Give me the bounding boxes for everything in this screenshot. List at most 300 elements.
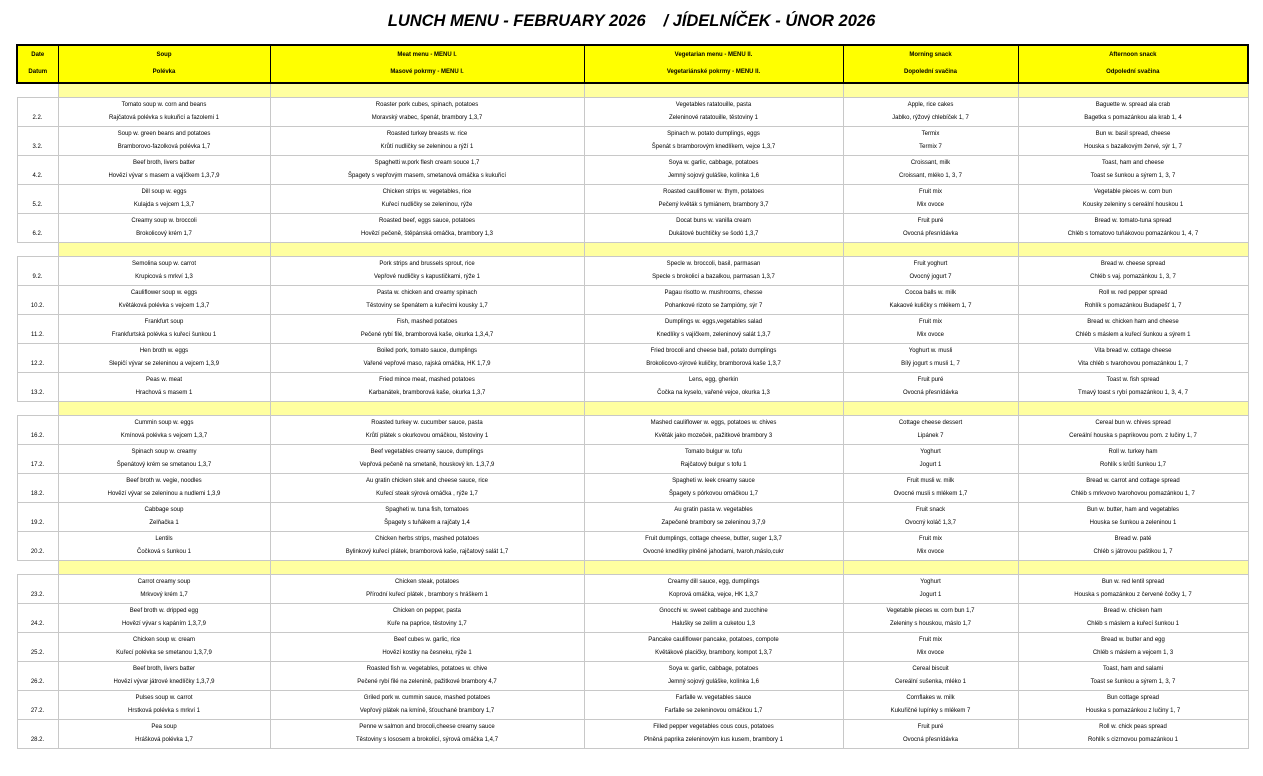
soup-cell	[58, 214, 270, 243]
dish-name-cz: Houska s pomazánkou z lučiny 1, 7	[1085, 708, 1181, 714]
vegetarian-menu-cell	[584, 286, 843, 315]
dish-name-en: Fruit yoghurt	[913, 261, 948, 267]
dish-name-cz: Těstoviny s lososem a brokolicí, sýrová omáčka 1,4,7	[355, 737, 499, 743]
column-header-label-en: Soup	[156, 52, 172, 58]
dish-name-cz: Kulajda s vejcem 1,3,7	[133, 202, 195, 208]
dish-name-cz: Jogurt 1	[919, 592, 942, 598]
dish-name-en: Bread w. tomato-tuna spread	[1094, 218, 1172, 224]
dish-name-en: Tomato soup w. corn and beans	[121, 102, 207, 108]
column-header-label-cz: Polévka	[152, 69, 176, 75]
date-value: 11.2.	[31, 332, 44, 338]
separator-cell	[58, 243, 270, 257]
dish-name-en: Lens, egg, gherkin	[688, 377, 739, 383]
separator-cell	[584, 402, 843, 416]
dish-name-en: Roasted cauliflower w. thym, potatoes	[663, 189, 764, 195]
dish-name-en: Cereal biscuit	[912, 666, 949, 672]
vegetarian-menu-cell	[584, 691, 843, 720]
column-header-label-en: Meat menu - MENU I.	[397, 52, 457, 58]
dish-name-en: Toast, ham and salami	[1102, 666, 1164, 672]
afternoon-snack-cell	[1018, 315, 1248, 344]
dish-name-cz: Krupicová s mrkví 1,3	[135, 274, 193, 280]
afternoon-snack-cell	[1018, 156, 1248, 185]
week-separator	[17, 83, 1248, 98]
dish-name-en: Bun w. butter, ham and vegetables	[1086, 507, 1180, 513]
soup-cell	[58, 720, 270, 749]
dish-name-en: Cabbage soup	[144, 507, 184, 513]
dish-name-en: Fruit puré	[917, 724, 944, 730]
dish-name-en: Griled pork w. cummin sauce, mashed potatoes	[363, 695, 491, 701]
dish-name-en: Bread w. carrot and cottage spread	[1086, 478, 1180, 484]
vegetarian-menu-cell	[584, 503, 843, 532]
dish-name-cz: Čočka na kyselo, vařené vejce, okurka 1,3	[657, 390, 770, 396]
dish-name-en: Baguette w. spread ala crab	[1095, 102, 1171, 108]
dish-name-cz: Cereální sušenka, mléko 1	[894, 679, 967, 685]
meat-menu-cell	[270, 532, 584, 561]
soup-cell	[58, 373, 270, 402]
date-value: 3.2.	[32, 144, 43, 150]
meat-menu-cell	[270, 257, 584, 286]
dish-name-en: Fruit musli w. milk	[906, 478, 955, 484]
dish-name-en: Fruit snack	[915, 507, 946, 513]
table-row	[17, 373, 1248, 402]
dish-name-cz: Přírodní kuřecí plátek , brambory s hráškem 1	[366, 592, 488, 598]
dish-name-cz: Toast se šunkou a sýrem 1, 3, 7	[1090, 679, 1176, 685]
dish-name-cz: Vepřový plátek na kmíně, šťouchané brambory 1,7	[359, 708, 495, 714]
separator-cell	[584, 561, 843, 575]
soup-cell	[58, 98, 270, 127]
date-cell	[17, 474, 58, 503]
column-header-afternoon-snack	[1018, 45, 1248, 83]
dish-name-cz: Cereální houska s paprikovou pom. z lučiny 1, 7	[1069, 433, 1197, 439]
vegetarian-menu-cell	[584, 185, 843, 214]
dish-name-cz: Zelňačka 1	[149, 520, 179, 526]
vegetarian-menu-cell	[584, 98, 843, 127]
dish-name-en: Cocoa balls w. milk	[904, 290, 957, 296]
table-row	[17, 98, 1248, 127]
dish-name-cz: Pečené rybí filé, bramborová kaše, okurka 1,3,4,7	[360, 332, 494, 338]
afternoon-snack-cell	[1018, 98, 1248, 127]
soup-cell	[58, 156, 270, 185]
table-row	[17, 127, 1248, 156]
soup-cell	[58, 445, 270, 474]
column-header-label-en: Date	[31, 52, 45, 58]
dish-name-cz: Hovězí pečeně, štěpánská omáčka, brambory 1,3	[360, 231, 494, 237]
dish-name-cz: Hovězí vývar s masem a vajíčkem 1,3,7,9	[108, 173, 220, 179]
dish-name-cz: Zeleninové ratatouille, těstoviny 1	[668, 115, 759, 121]
meat-menu-cell	[270, 344, 584, 373]
dish-name-cz: Knedlíky s vajíčkem, zeleninový salát 1,3,7	[656, 332, 771, 338]
vegetarian-menu-cell	[584, 257, 843, 286]
date-cell	[17, 127, 58, 156]
date-cell	[17, 445, 58, 474]
soup-cell	[58, 691, 270, 720]
dish-name-en: Fruit puré	[917, 218, 944, 224]
menu-table	[16, 44, 1249, 749]
dish-name-cz: Ovocné knedlíky plněné jahodami, tvaroh,máslo,cukr	[643, 549, 784, 555]
dish-name-cz: Špagety s tuňákem a rajčaty 1,4	[384, 520, 470, 526]
dish-name-cz: Karbanátek, bramborová kaše, okurka 1,3,7	[368, 390, 486, 396]
morning-snack-cell	[843, 662, 1018, 691]
separator-cell	[17, 243, 58, 257]
dish-name-en: Yoghurt	[920, 449, 941, 455]
dish-name-en: Pork strips and brussels sprout, rice	[379, 261, 475, 267]
morning-snack-cell	[843, 373, 1018, 402]
vegetarian-menu-cell	[584, 315, 843, 344]
separator-cell	[270, 402, 584, 416]
dish-name-en: Beef broth w. vegie, noodles	[126, 478, 202, 484]
vegetarian-menu-cell	[584, 474, 843, 503]
vegetarian-menu-cell	[584, 127, 843, 156]
dish-name-en: Roasted turkey breasts w. rice	[386, 131, 468, 137]
afternoon-snack-cell	[1018, 691, 1248, 720]
dish-name-en: Au gratin chicken stek and cheese sauce, rice	[365, 478, 489, 484]
dish-name-en: Soya w. garlic, cabbage, potatoes	[668, 666, 759, 672]
afternoon-snack-cell	[1018, 445, 1248, 474]
meat-menu-cell	[270, 185, 584, 214]
column-header-label-en: Vegetarian menu - MENU II.	[674, 52, 753, 58]
dish-name-en: Beef broth, livers batter	[132, 160, 196, 166]
meat-menu-cell	[270, 474, 584, 503]
dish-name-cz: Bramborovo-fazolková polévka 1,7	[117, 144, 211, 150]
dish-name-cz: Koprová omáčka, vejce, HK 1,3,7	[668, 592, 759, 598]
dish-name-en: Apple, rice cakes	[907, 102, 954, 108]
dish-name-cz: Hrstková polévka s mrkví 1	[127, 708, 201, 714]
dish-name-cz: Kakaové kuličky s mlékem 1, 7	[889, 303, 972, 309]
dish-name-cz: Specle s brokolicí a bazalkou, parmasan 1,3,7	[652, 274, 775, 280]
dish-name-cz: Krůtí plátek s okurkovou omáčkou, těstoviny 1	[365, 433, 489, 439]
date-value: 26.2.	[30, 679, 45, 685]
dish-name-en: Peas w. meat	[145, 377, 183, 383]
date-value: 10.2.	[30, 303, 45, 309]
date-cell	[17, 156, 58, 185]
table-row	[17, 662, 1248, 691]
date-value: 6.2.	[32, 231, 43, 237]
soup-cell	[58, 474, 270, 503]
dish-name-cz: Květáková polévka s vejcem 1,3,7	[118, 303, 210, 309]
date-value: 19.2.	[30, 520, 45, 526]
table-row	[17, 503, 1248, 532]
dish-name-cz: Rohlík s cizrnovou pomazánkou 1	[1087, 737, 1179, 743]
dish-name-en: Fruit mix	[919, 637, 942, 643]
vegetarian-menu-cell	[584, 344, 843, 373]
dish-name-cz: Chléb s mrkvovo tvarohovou pomazánkou 1, 7	[1071, 491, 1195, 497]
soup-cell	[58, 503, 270, 532]
dish-name-en: Bread w. chicken ham and cheese	[1087, 319, 1179, 325]
soup-cell	[58, 604, 270, 633]
dish-name-en: Bread w. butter and egg	[1101, 637, 1165, 643]
dish-name-en: Fruit mix	[919, 319, 942, 325]
vegetarian-menu-cell	[584, 156, 843, 185]
dish-name-cz: Ovocný koláč 1,3,7	[904, 520, 957, 526]
dish-name-cz: Vařené vepřové maso, rajská omáčka, HK 1,7,9	[363, 361, 491, 367]
column-header-label-cz: Datum	[28, 69, 48, 75]
column-header-label-cz: Dopolední svačina	[903, 69, 957, 75]
dish-name-en: Vegetable pieces w. corn bun	[1093, 189, 1173, 195]
dish-name-en: Spinach w. potato dumplings, eggs	[667, 131, 760, 137]
table-header	[17, 45, 1248, 83]
column-header-meat-menu	[270, 45, 584, 83]
morning-snack-cell	[843, 185, 1018, 214]
afternoon-snack-cell	[1018, 633, 1248, 662]
date-value: 23.2.	[30, 592, 45, 598]
soup-cell	[58, 257, 270, 286]
page-title	[0, 12, 1263, 31]
separator-cell	[270, 243, 584, 257]
date-value: 24.2.	[30, 621, 45, 627]
morning-snack-cell	[843, 257, 1018, 286]
column-header-label-cz: Odpolední svačina	[1106, 69, 1160, 75]
dish-name-cz: Rajčatový bulgur s tofu 1	[680, 462, 747, 468]
dish-name-cz: Kuřecí polévka se smetanou 1,3,7,9	[116, 650, 212, 656]
date-value: 17.2.	[30, 462, 45, 468]
dish-name-cz: Hovězí vývar játrové knedlíčky 1,3,7,9	[113, 679, 215, 685]
dish-name-en: Mashed cauliflower w. eggs, potatoes w. chives	[650, 420, 777, 426]
dish-name-cz: Zapečené brambory se zeleninou 3,7,9	[661, 520, 766, 526]
week-separator	[17, 402, 1248, 416]
date-cell	[17, 98, 58, 127]
afternoon-snack-cell	[1018, 344, 1248, 373]
dish-name-en: Fruit dumplings, cottage cheese, butter, suger 1,3,7	[645, 536, 782, 542]
dish-name-en: Farfalle w. vegetables sauce	[675, 695, 752, 701]
date-value: 28.2.	[30, 737, 45, 743]
dish-name-cz: Croissant, mléko 1, 3, 7	[898, 173, 963, 179]
dish-name-cz: Ovocný jogurt 7	[909, 274, 952, 280]
morning-snack-cell	[843, 532, 1018, 561]
dish-name-en: Fruit mix	[919, 536, 942, 542]
separator-cell	[17, 83, 58, 98]
dish-name-en: Bun w. red lentil spread	[1101, 579, 1165, 585]
dish-name-en: Fried brocoli and cheese ball, potato dumplings	[650, 348, 777, 354]
dish-name-cz: Chléb s máslem a kuřecí šunkou a sýrem 1	[1075, 332, 1191, 338]
dish-name-en: Bun w. basil spread, cheese	[1095, 131, 1171, 137]
separator-cell	[843, 243, 1018, 257]
morning-snack-cell	[843, 575, 1018, 604]
soup-cell	[58, 315, 270, 344]
separator-cell	[1018, 243, 1248, 257]
dish-name-cz: Pohankové rizoto se žampióny, sýr 7	[664, 303, 763, 309]
vegetarian-menu-cell	[584, 662, 843, 691]
week-separator	[17, 243, 1248, 257]
separator-cell	[58, 402, 270, 416]
dish-name-en: Filled pepper vegetables cous cous, potatoes	[653, 724, 774, 730]
morning-snack-cell	[843, 98, 1018, 127]
column-header-soup	[58, 45, 270, 83]
date-cell	[17, 633, 58, 662]
afternoon-snack-cell	[1018, 185, 1248, 214]
dish-name-en: Semolina soup w. carrot	[131, 261, 197, 267]
dish-name-en: Fish, mashed potatoes	[396, 319, 458, 325]
dish-name-cz: Rajčatová polévka s kukuřicí a fazolemi 1	[108, 115, 220, 121]
date-value: 4.2.	[32, 173, 43, 179]
separator-cell	[1018, 402, 1248, 416]
dish-name-en: Croissant, milk	[910, 160, 951, 166]
separator-cell	[843, 561, 1018, 575]
soup-cell	[58, 416, 270, 445]
dish-name-en: Cornflakes w. milk	[906, 695, 955, 701]
date-value: 5.2.	[32, 202, 43, 208]
date-cell	[17, 416, 58, 445]
dish-name-cz: Mix ovoce	[916, 332, 944, 338]
dish-name-cz: Ovocná přesnídávka	[902, 390, 959, 396]
dish-name-en: Pea soup	[151, 724, 177, 730]
dish-name-en: Tomato bulgur w. tofu	[684, 449, 743, 455]
dish-name-cz: Toast se šunkou a sýrem 1, 3, 7	[1090, 173, 1176, 179]
dish-name-cz: Špagety s vepřovým masem, smetanová omáčka s kukuřicí	[347, 173, 507, 179]
meat-menu-cell	[270, 315, 584, 344]
dish-name-cz: Jemný sojový guláške, kolínka 1,6	[667, 173, 760, 179]
dish-name-en: Pagau risotto w. mushrooms, chesse	[664, 290, 763, 296]
separator-cell	[270, 561, 584, 575]
separator-cell	[17, 402, 58, 416]
morning-snack-cell	[843, 633, 1018, 662]
dish-name-en: Roasted turkey w. cucumber sauce, pasta	[371, 420, 483, 426]
morning-snack-cell	[843, 127, 1018, 156]
separator-cell	[58, 83, 270, 98]
dish-name-en: Roaster pork cubes, spinach, potatoes	[375, 102, 479, 108]
morning-snack-cell	[843, 416, 1018, 445]
dish-name-en: Docat buns w. vanilla cream	[676, 218, 751, 224]
dish-name-cz: Vepřové nudličky s kapustičkami, rýže 1	[373, 274, 481, 280]
soup-cell	[58, 575, 270, 604]
dish-name-cz: Kuře na paprice, těstoviny 1,7	[387, 621, 467, 627]
column-header-label-en: Morning snack	[909, 52, 952, 58]
dish-name-cz: Farfalle se zeleninovou omáčkou 1,7	[664, 708, 763, 714]
vegetarian-menu-cell	[584, 416, 843, 445]
separator-cell	[1018, 83, 1248, 98]
dish-name-cz: Bílý jogurt s musli 1, 7	[901, 361, 960, 367]
morning-snack-cell	[843, 286, 1018, 315]
dish-name-en: Fruit mix	[919, 189, 942, 195]
dish-name-en: Fried mince meat, mashed potatoes	[379, 377, 475, 383]
column-header-label-en: Afternoon snack	[1109, 52, 1157, 58]
morning-snack-cell	[843, 720, 1018, 749]
afternoon-snack-cell	[1018, 214, 1248, 243]
table-row	[17, 156, 1248, 185]
morning-snack-cell	[843, 315, 1018, 344]
dish-name-cz: Brokolicovo-sýrové kuličky, bramborová kaše 1,3,7	[646, 361, 781, 367]
date-cell	[17, 691, 58, 720]
vegetarian-menu-cell	[584, 604, 843, 633]
dish-name-cz: Moravský vrabec, špenát, brambory 1,3,7	[371, 115, 483, 121]
dish-name-cz: Houska se šunkou a zeleninou 1	[1089, 520, 1177, 526]
dish-name-cz: Chléb s tomatovo tuňákovou pomazánkou 1, 4, 7	[1067, 231, 1199, 237]
date-cell	[17, 315, 58, 344]
dish-name-cz: Houska s pomazánkou z červené čočky 1, 7	[1074, 592, 1192, 598]
dish-name-en: Dumplings w. eggs,vegetables salad	[664, 319, 763, 325]
column-header-label-cz: Masové pokrmy - MENU I.	[390, 69, 464, 75]
dish-name-en: Chicken soup w. cream	[132, 637, 196, 643]
date-cell	[17, 257, 58, 286]
soup-cell	[58, 633, 270, 662]
date-cell	[17, 373, 58, 402]
dish-name-cz: Zeleniny s houskou, máslo 1,7	[889, 621, 972, 627]
date-cell	[17, 575, 58, 604]
dish-name-cz: Mix ovoce	[916, 202, 944, 208]
afternoon-snack-cell	[1018, 575, 1248, 604]
soup-cell	[58, 185, 270, 214]
dish-name-en: Pulses soup w. carrot	[135, 695, 193, 701]
separator-cell	[1018, 561, 1248, 575]
date-value: 27.2.	[30, 708, 45, 714]
soup-cell	[58, 532, 270, 561]
dish-name-en: Gnocchi w. sweet cabbage and zucchine	[659, 608, 768, 614]
morning-snack-cell	[843, 445, 1018, 474]
dish-name-en: Spagheti w. tuna fish, tomatoes	[385, 507, 469, 513]
afternoon-snack-cell	[1018, 503, 1248, 532]
table-row	[17, 633, 1248, 662]
dish-name-en: Cummin soup w. eggs	[134, 420, 194, 426]
afternoon-snack-cell	[1018, 127, 1248, 156]
dish-name-en: Toast w. fish spread	[1106, 377, 1160, 383]
dish-name-cz: Špenát s bramborovým knedlíkem, vejce 1,3,7	[651, 144, 776, 150]
meat-menu-cell	[270, 691, 584, 720]
meat-menu-cell	[270, 373, 584, 402]
dish-name-en: Pasta w. chicken and creamy spinach	[376, 290, 478, 296]
dish-name-cz: Lipánek 7	[917, 433, 944, 439]
dish-name-cz: Pečené rybí filé na zelenině, pažitkové brambory 4,7	[357, 679, 497, 685]
afternoon-snack-cell	[1018, 416, 1248, 445]
table-row	[17, 691, 1248, 720]
week-separator	[17, 561, 1248, 575]
dish-name-en: Hen broth w. eggs	[139, 348, 189, 354]
dish-name-cz: Pečený květák s tymiánem, brambory 3,7	[658, 202, 769, 208]
vegetarian-menu-cell	[584, 575, 843, 604]
dish-name-en: Roll w. red pepper spread	[1098, 290, 1168, 296]
dish-name-en: Roasted beef, eggs sauce, potatoes	[378, 218, 476, 224]
date-cell	[17, 286, 58, 315]
dish-name-en: Toast, ham and cheese	[1101, 160, 1165, 166]
meat-menu-cell	[270, 445, 584, 474]
meat-menu-cell	[270, 98, 584, 127]
table-row	[17, 257, 1248, 286]
soup-cell	[58, 127, 270, 156]
afternoon-snack-cell	[1018, 662, 1248, 691]
dish-name-en: Spinach soup w. creamy	[131, 449, 197, 455]
dish-name-en: Carrot creamy soup	[137, 579, 191, 585]
dish-name-cz: Kuřecí steak sýrová omáčka , rýže 1,7	[376, 491, 478, 497]
dish-name-cz: Mrkvový krém 1,7	[140, 592, 188, 598]
dish-name-cz: Čočková s šunkou 1	[136, 549, 192, 555]
table-row	[17, 474, 1248, 503]
dish-name-cz: Kousky zeleniny s cereální houskou 1	[1082, 202, 1184, 208]
dish-name-en: Chicken strips w. vegetables, rice	[382, 189, 472, 195]
dish-name-en: Roll w. chick peas spread	[1099, 724, 1167, 730]
dish-name-en: Yoghurt	[920, 579, 941, 585]
afternoon-snack-cell	[1018, 373, 1248, 402]
morning-snack-cell	[843, 156, 1018, 185]
dish-name-en: Pancake cauliflower pancake, potatoes, compote	[648, 637, 779, 643]
dish-name-en: Vita bread w. cottage cheese	[1094, 348, 1172, 354]
date-cell	[17, 662, 58, 691]
dish-name-en: Bread w. cheese spread	[1100, 261, 1166, 267]
dish-name-en: Cauliflower soup w. eggs	[130, 290, 198, 296]
dish-name-cz: Špagety s pórkovou omáčkou 1,7	[668, 491, 759, 497]
meat-menu-cell	[270, 214, 584, 243]
dish-name-cz: Květák jako mozeček, pažitkové brambory 3	[654, 433, 773, 439]
separator-cell	[58, 561, 270, 575]
dish-name-en: Fruit puré	[917, 377, 944, 383]
dish-name-en: Chicken on pepper, pasta	[392, 608, 462, 614]
soup-cell	[58, 344, 270, 373]
soup-cell	[58, 286, 270, 315]
afternoon-snack-cell	[1018, 720, 1248, 749]
column-header-label-cz: Vegetariánské pokrmy - MENU II.	[666, 69, 761, 75]
dish-name-cz: Chléb s vaj. pomazánkou 1, 3, 7	[1090, 274, 1176, 280]
morning-snack-cell	[843, 503, 1018, 532]
date-cell	[17, 344, 58, 373]
dish-name-en: Chicken herbs strips, mashed potatoes	[375, 536, 479, 542]
dish-name-cz: Ovocná přesnídávka	[902, 737, 959, 743]
